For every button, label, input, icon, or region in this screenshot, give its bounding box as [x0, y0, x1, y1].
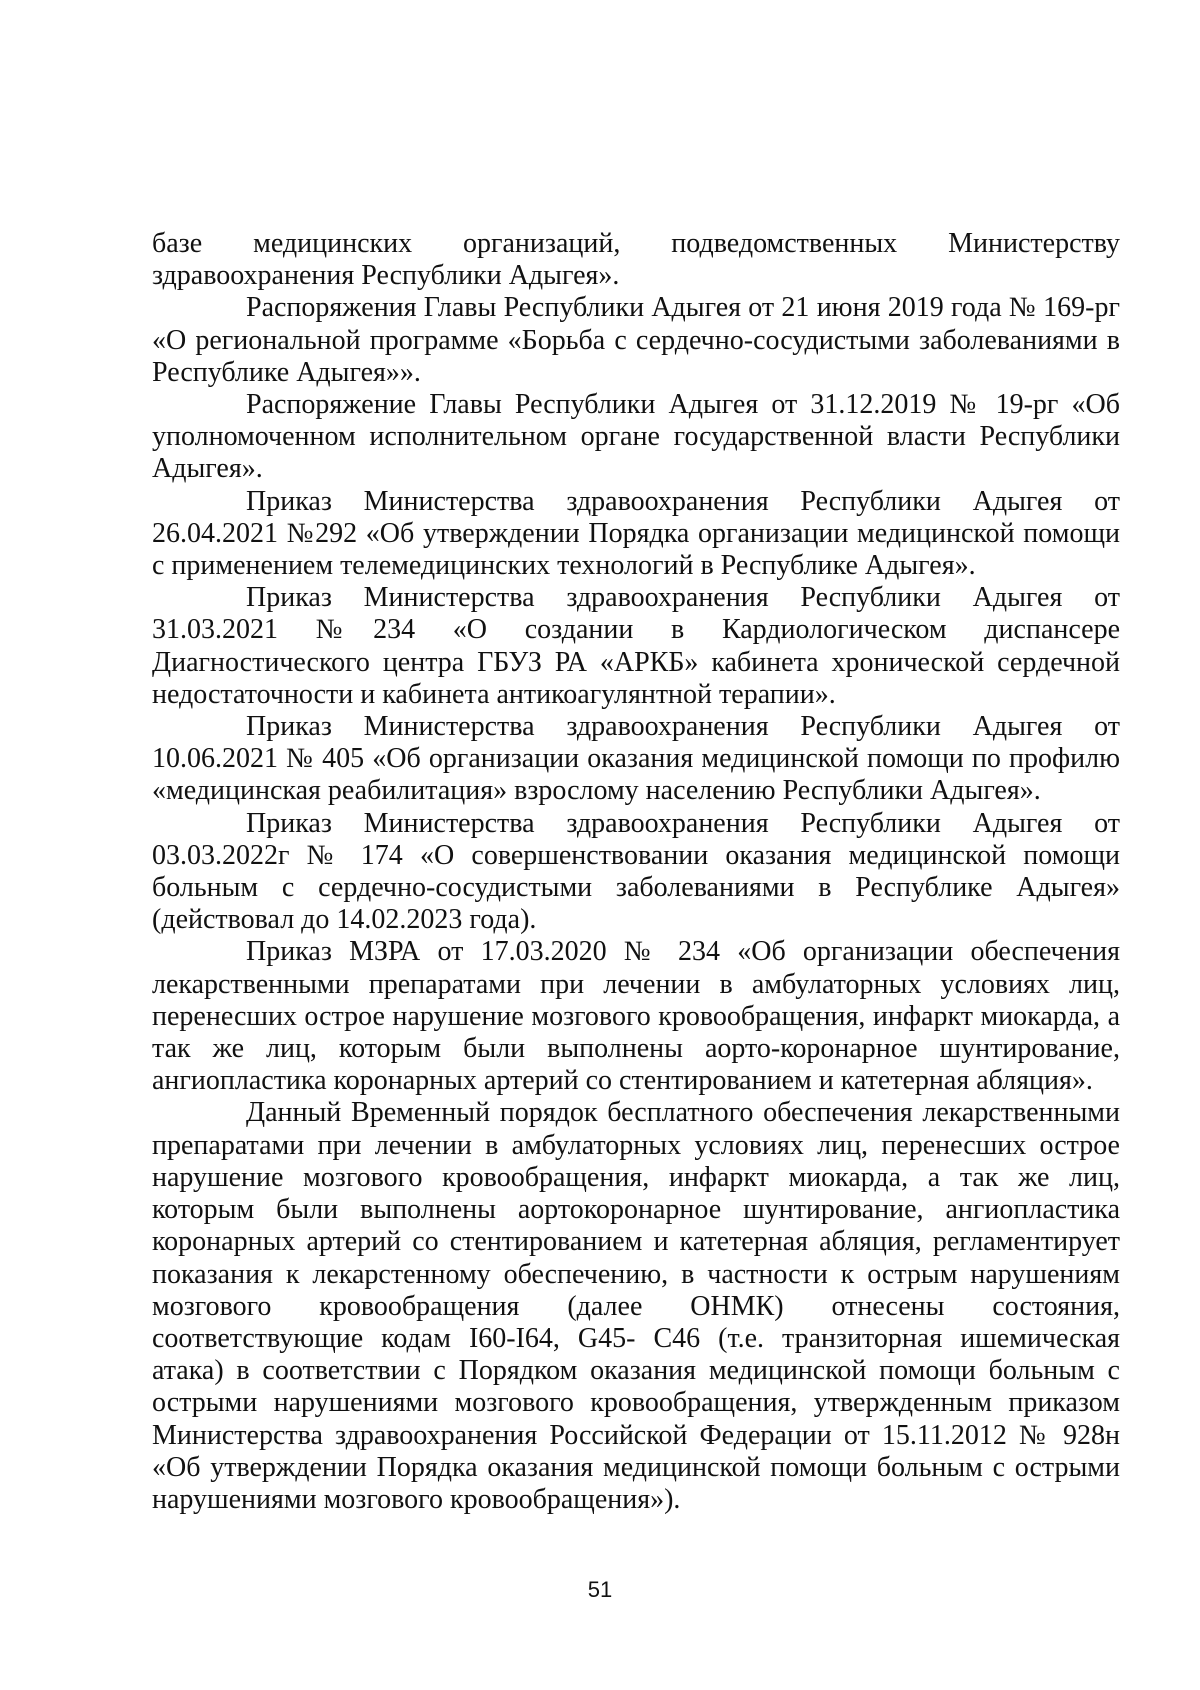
paragraph-order-2021-405: Приказ Министерства здравоохранения Республики Адыгея от 10.06.2021 № 405 «Об организации оказания медицинской помощи по профилю «медицинская реабилитация» взрослому населению Республики Адыгея». — [152, 711, 1120, 807]
paragraph-order-2021-292: Приказ Министерства здравоохранения Республики Адыгея от 26.04.2021 №292 «Об утверждении Порядка организации медицинской помощи с применением телемедицинских технологий в Республике Адыгея». — [152, 485, 1120, 582]
document-body — [152, 228, 1120, 1516]
page-number: 51 — [587, 1577, 613, 1602]
paragraph-decree-head-2019-19: Распоряжение Главы Республики Адыгея от 31.12.2019 № 19-рг «Об уполномоченном исполнительном органе государственной власти Республики Адыгея». — [152, 389, 1120, 485]
paragraph-continuation: базе медицинских организаций, подведомственных Министерству здравоохранения Республики Адыгея». — [152, 228, 1120, 292]
paragraph-order-2022-174: Приказ Министерства здравоохранения Республики Адыгея от 03.03.2022г № 174 «О совершенствовании оказания медицинской помощи больным с сердечно-сосудистыми заболеваниями в Республике Адыгея» (действовал до 14.02.2023 года). — [152, 807, 1120, 936]
paragraph-temporary-procedure: Данный Временный порядок бесплатного обеспечения лекарственными препаратами при лечении в амбулаторных условиях лиц, перенесших острое нарушение мозгового кровообращения, инфаркт миокарда, а так же лиц, которым были выполнены аортокоронарное шунтирование, ангиопластика коронарных артерий со стентированием и катетерная абляция, регламентирует показания к лекарстенному обеспечению, в частности к острым нарушениям мозгового кровообращения (далее ОНМК) отнесены состояния, соответствующие кодам I60-I64, G45- C46 (т.е. транзиторная ишемическая атака) в соответствии с Порядком оказания медицинской помощи больным с острыми нарушениями мозгового кровообращения, утвержденным приказом Министерства здравоохранения Российской Федерации от 15.11.2012 № 928н «Об утверждении Порядка оказания медицинской помощи больным с острыми нарушениями мозгового кровообращения»). — [152, 1097, 1120, 1515]
paragraph-order-mzra-2020-234: Приказ МЗРА от 17.03.2020 № 234 «Об организации обеспечения лекарственными препаратами при лечении в амбулаторных условиях лиц, перенесших острое нарушение мозгового кровообращения, инфаркт миокарда, а так же лиц, которым были выполнены аорто-коронарное шунтирование, ангиопластика коронарных артерий со стентированием и катетерная абляция». — [152, 936, 1120, 1097]
paragraph-decree-head-2019-169: Распоряжения Главы Республики Адыгея от 21 июня 2019 года № 169-рг «О региональной программе «Борьба с сердечно-сосудистыми заболеваниями в Республике Адыгея»». — [152, 292, 1120, 388]
paragraph-order-2021-234: Приказ Министерства здравоохранения Республики Адыгея от 31.03.2021 №234 «О создании в Кардиологическом диспансере Диагностического центра ГБУЗ РА «АРКБ» кабинета хронической сердечной недостаточности и кабинета антикоагулянтной терапии». — [152, 582, 1120, 710]
